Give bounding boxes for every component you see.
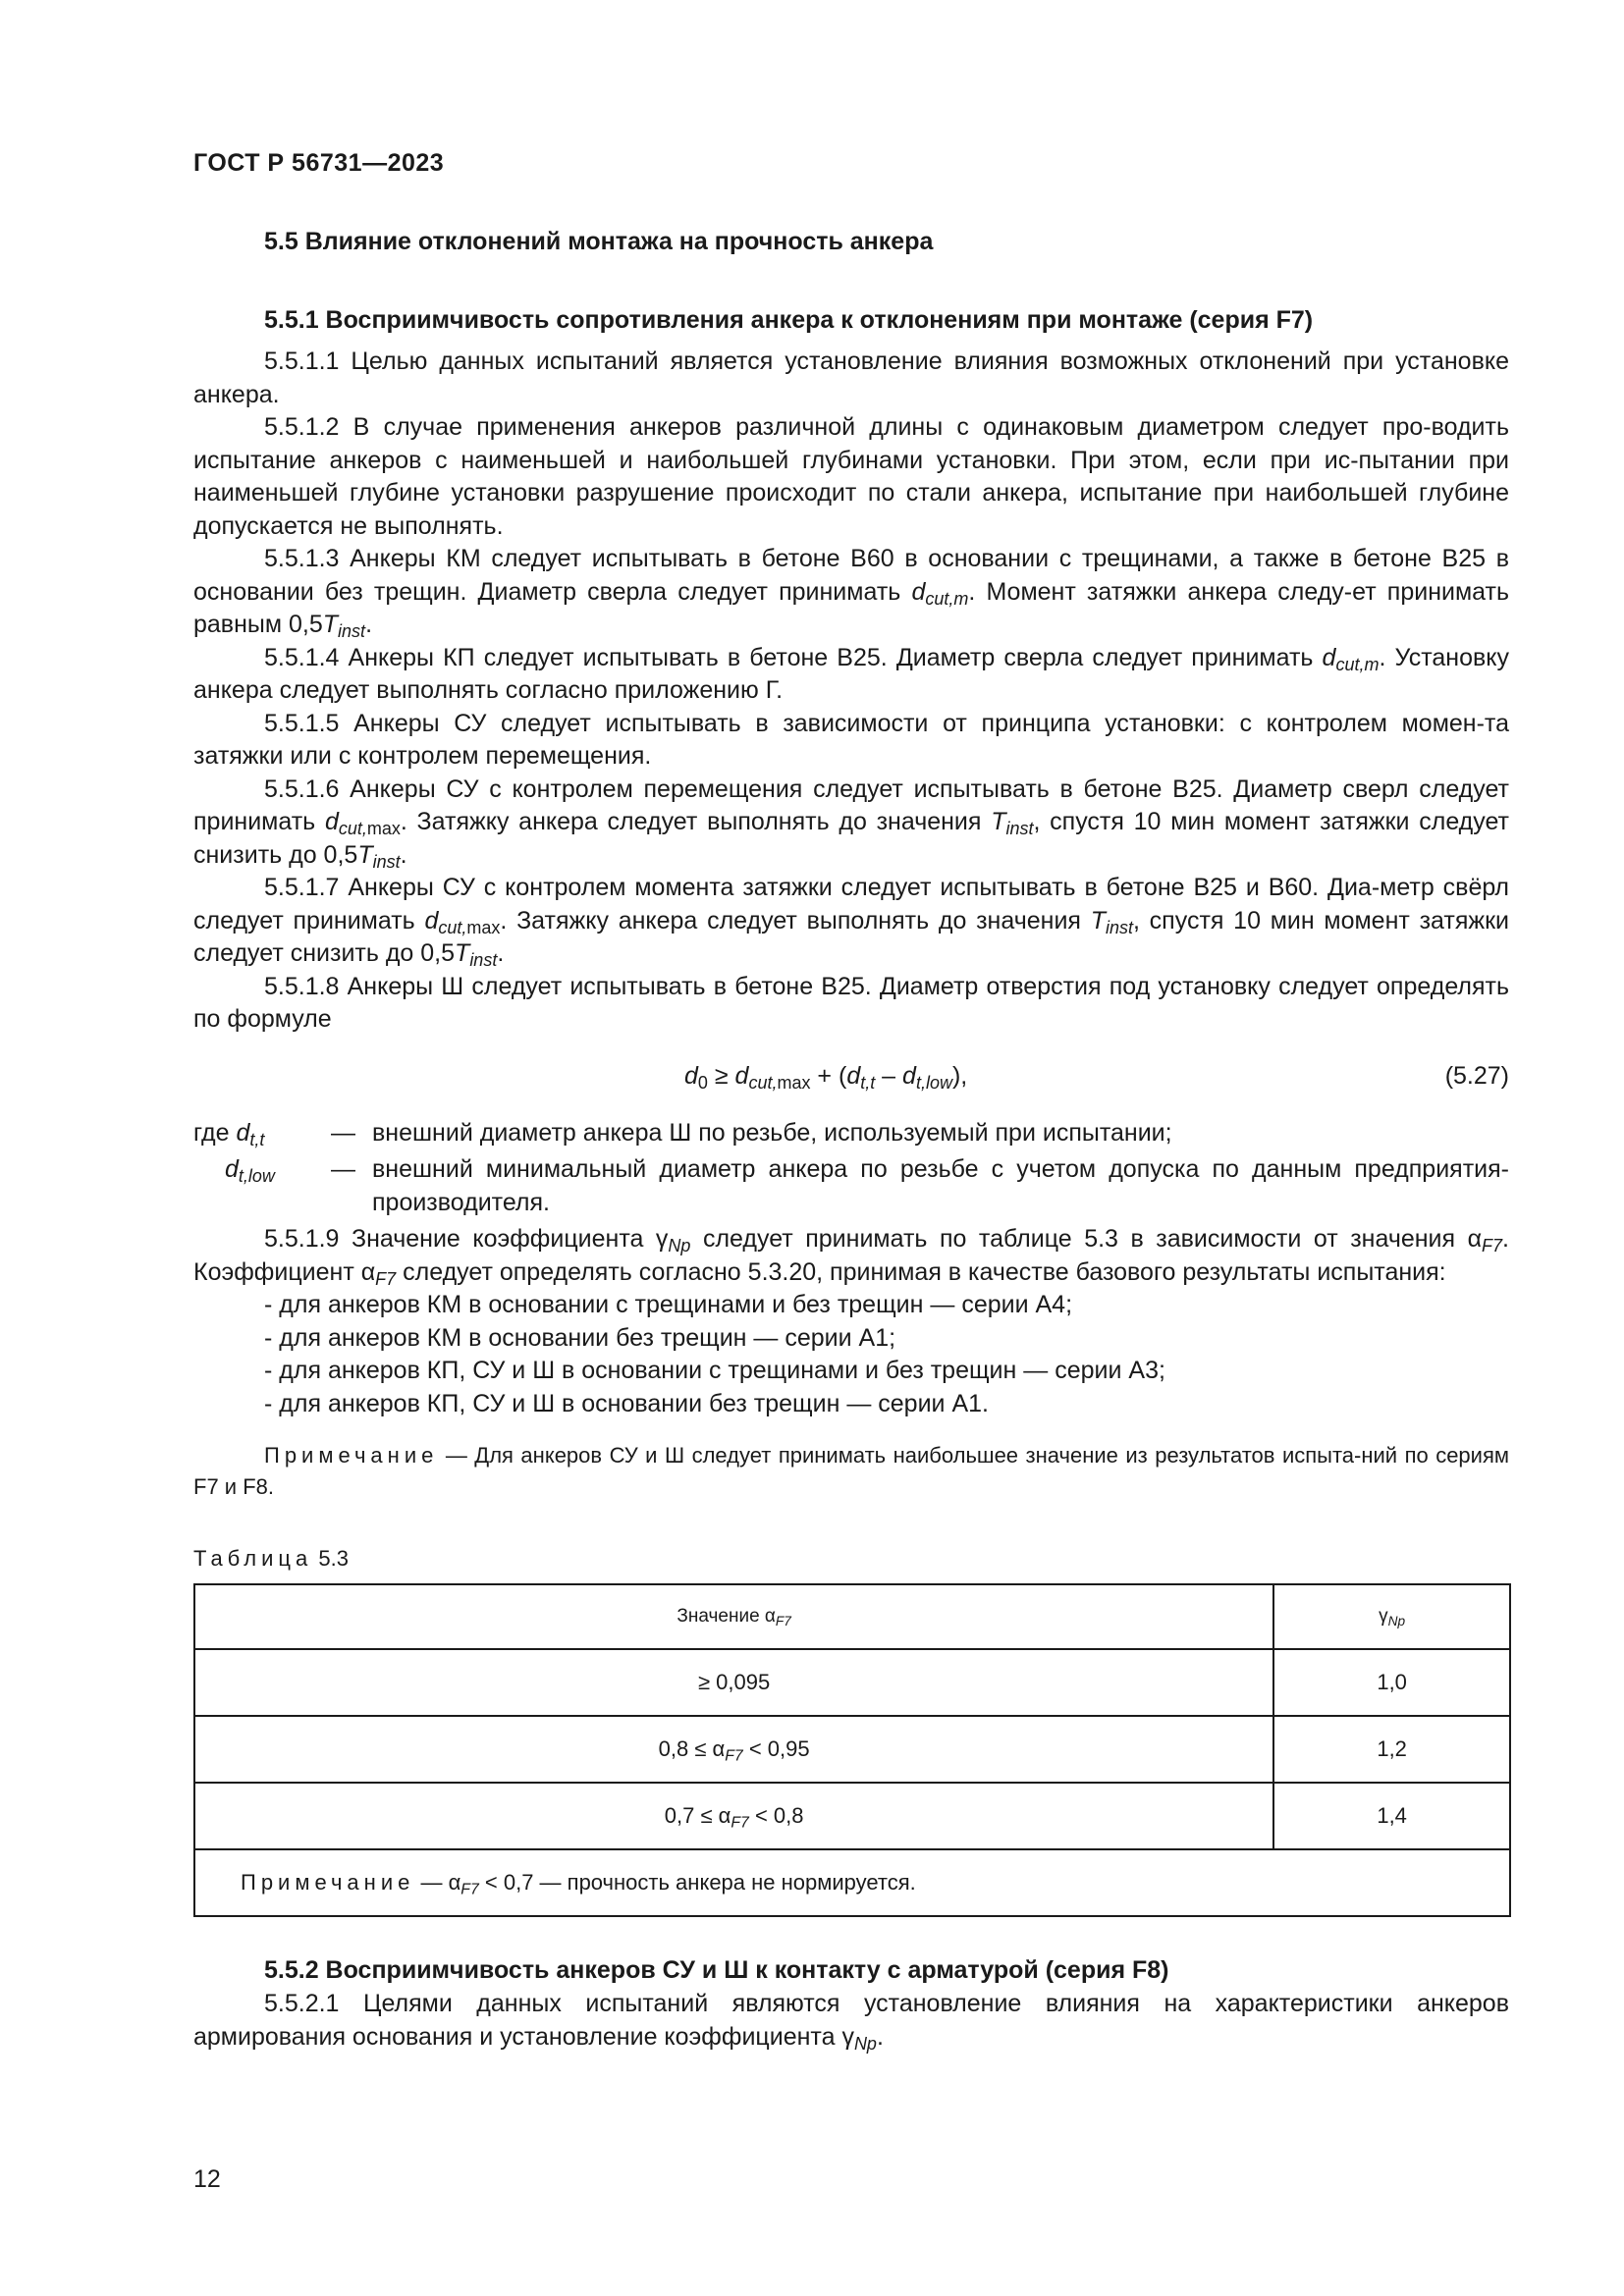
paragraph-5-5-1-9: 5.5.1.9 Значение коэффициента $\gamma_{Np}$ следует принимать по таблице 5.3 в зависимости от значения $\alpha_{F7}$. Коэффициент $\alpha_{F7}$ следует определять согласно 5.3.20, принимая в качестве базового результаты испытания:: [193, 1225, 1509, 1289]
table-header-row: [194, 1584, 1510, 1649]
formula-number: (5.27): [1444, 1061, 1509, 1090]
table-header-gamma: $\gamma_{Np}$: [1273, 1584, 1510, 1649]
table-cell-gamma: 1,4: [1273, 1783, 1510, 1849]
table-cell-gamma: 1,0: [1273, 1649, 1510, 1716]
list-item: - для анкеров КМ в основании без трещин — серии А1;: [264, 1322, 1509, 1356]
table-note-row: [194, 1849, 1510, 1916]
list-item: - для анкеров КМ в основании с трещинами и без трещин — серии А4;: [264, 1289, 1509, 1322]
paragraph-5-5-1-4: 5.5.1.4 Анкеры КП следует испытывать в бетоне В25. Диаметр сверла следует принимать $d_{cut,m}$. Установку анкера следует выполнять согласно приложению Г.: [193, 643, 1510, 704]
formula-5-27: [193, 1054, 1509, 1105]
formula-expression: $d_0 \ge d_{cut,max} + (d_{t,t} - d_{t,low})$,: [684, 1061, 968, 1093]
document-header: ГОСТ Р 56731—2023: [193, 149, 445, 177]
list-item: - для анкеров КП, СУ и Ш в основании с трещинами и без трещин — серии А3;: [264, 1355, 1509, 1388]
subsection-title-5-5-1: 5.5.1 Восприимчивость сопротивления анкера к отклонениям при монтаже (серия F7): [264, 306, 1314, 334]
table-caption: Таблица 5.3: [193, 1546, 349, 1571]
series-list: [193, 1289, 1509, 1420]
paragraph-5-5-1-7: 5.5.1.7 Анкеры СУ с контролем момента затяжки следует испытывать в бетоне В25 и В60. Диа-метр свёрл следует принимать $d_{cut,max}$. Затяжку анкера следует выполнять до значения $T_{inst}$, спустя 10 мин момент затяжки следует снизить до $0,5T_{inst}$.: [193, 874, 1510, 971]
table-row: [194, 1649, 1510, 1716]
legend-row-d-tlow: $d_{t,low}$ — внешний минимальный диаметр анкера по резьбе с учетом допуска по данным предприятия-производителя.: [225, 1155, 1509, 1216]
paragraph-5-5-1-5: 5.5.1.5 Анкеры СУ следует испытывать в зависимости от принципа установки: с контролем момен-та затяжки или с контролем перемещения.: [193, 709, 1509, 770]
legend-row-d-tt: где $d_{t,t}$ — внешний диаметр анкера Ш по резьбе, используемый при испытании;: [193, 1118, 1172, 1149]
paragraph-5-5-1-8: 5.5.1.8 Анкеры Ш следует испытывать в бетоне В25. Диаметр отверстия под установку следует определять по формуле: [193, 972, 1509, 1033]
paragraph-5-5-1-1: 5.5.1.1 Целью данных испытаний является установление влияния возможных отклонений при установке анкера.: [193, 347, 1509, 408]
table-row: [194, 1783, 1510, 1849]
section-title: 5.5 Влияние отклонений монтажа на прочность анкера: [264, 228, 934, 255]
table-note: Примечание — $\alpha_{F7} < 0,7$ — прочность анкера не нормируется.: [194, 1849, 1510, 1916]
table-row: [194, 1716, 1510, 1783]
subsection-title-5-5-2: 5.5.2 Восприимчивость анкеров СУ и Ш к контакту с арматурой (серия F8): [264, 1956, 1169, 1984]
paragraph-5-5-1-3: 5.5.1.3 Анкеры КМ следует испытывать в бетоне В60 в основании с трещинами, а также в бетоне В25 в основании без трещин. Диаметр сверла следует принимать $d_{cut,m}$. Момент затяжки анкера следу-ет принимать равным $0,5T_{inst}$.: [193, 545, 1509, 642]
paragraph-5-5-1-2: 5.5.1.2 В случае применения анкеров различной длины с одинаковым диаметром следует про-водить испытание анкеров с наименьшей и наибольшей глубинами установки. При этом, если при ис-пытании при наименьшей глубине установки разрушение происходит по стали анкера, испытание при наибольшей глубине допускается не выполнять.: [193, 413, 1509, 540]
table-header-alpha: Значение $\alpha_{F7}$: [194, 1584, 1273, 1649]
table-cell-alpha: $0,8 \le \alpha_{F7} < 0,95$: [194, 1716, 1273, 1783]
paragraph-5-5-1-6: 5.5.1.6 Анкеры СУ с контролем перемещения следует испытывать в бетоне В25. Диаметр сверл следует принимать $d_{cut,max}$. Затяжку анкера следует выполнять до значения $T_{inst}$, спустя 10 мин момент затяжки следует снизить до $0,5T_{inst}$.: [193, 774, 1510, 872]
table-cell-alpha: $0,7 \le \alpha_{F7} < 0,8$: [194, 1783, 1273, 1849]
table-cell-gamma: 1,2: [1273, 1716, 1510, 1783]
table-cell-alpha: ≥ 0,095: [194, 1649, 1273, 1716]
page-content: [193, 224, 1509, 2054]
table-5-3: [193, 1583, 1511, 1917]
note-paragraph: Примечание — Для анкеров СУ и Ш следует принимать наибольшее значение из результатов испыта-ний по сериям F7 и F8.: [193, 1443, 1509, 1499]
formula-legend: [193, 1117, 1509, 1220]
paragraph-5-5-2-1: 5.5.2.1 Целями данных испытаний являются установление влияния на характеристики анкеров армирования основания и установление коэффициента $\gamma_{Np}$.: [193, 1990, 1509, 2054]
page-number: 12: [193, 2165, 221, 2193]
list-item: - для анкеров КП, СУ и Ш в основании без трещин — серии А1.: [264, 1388, 1509, 1421]
